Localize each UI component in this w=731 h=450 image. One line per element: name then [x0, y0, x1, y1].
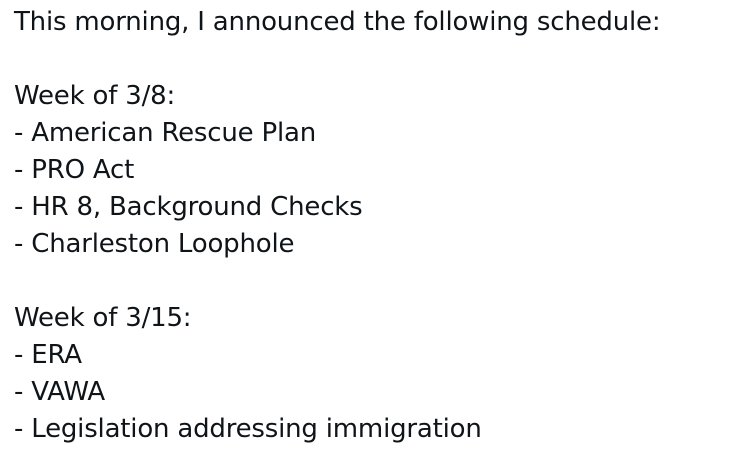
- schedule-item: - VAWA: [14, 377, 106, 407]
- schedule-item: - PRO Act: [14, 155, 135, 185]
- schedule-item: - Charleston Loophole: [14, 229, 295, 259]
- tweet-text: [14, 4, 724, 448]
- intro-line: This morning, I announced the following schedule:: [14, 7, 661, 37]
- schedule-item: - ERA: [14, 340, 82, 370]
- blank-line: [14, 263, 724, 300]
- week-heading: Week of 3/15:: [14, 303, 192, 333]
- schedule-item: - Legislation addressing immigration: [14, 414, 482, 444]
- blank-line: [14, 41, 724, 78]
- schedule-item: - American Rescue Plan: [14, 118, 317, 148]
- week-heading: Week of 3/8:: [14, 81, 176, 111]
- schedule-item: - HR 8, Background Checks: [14, 192, 363, 222]
